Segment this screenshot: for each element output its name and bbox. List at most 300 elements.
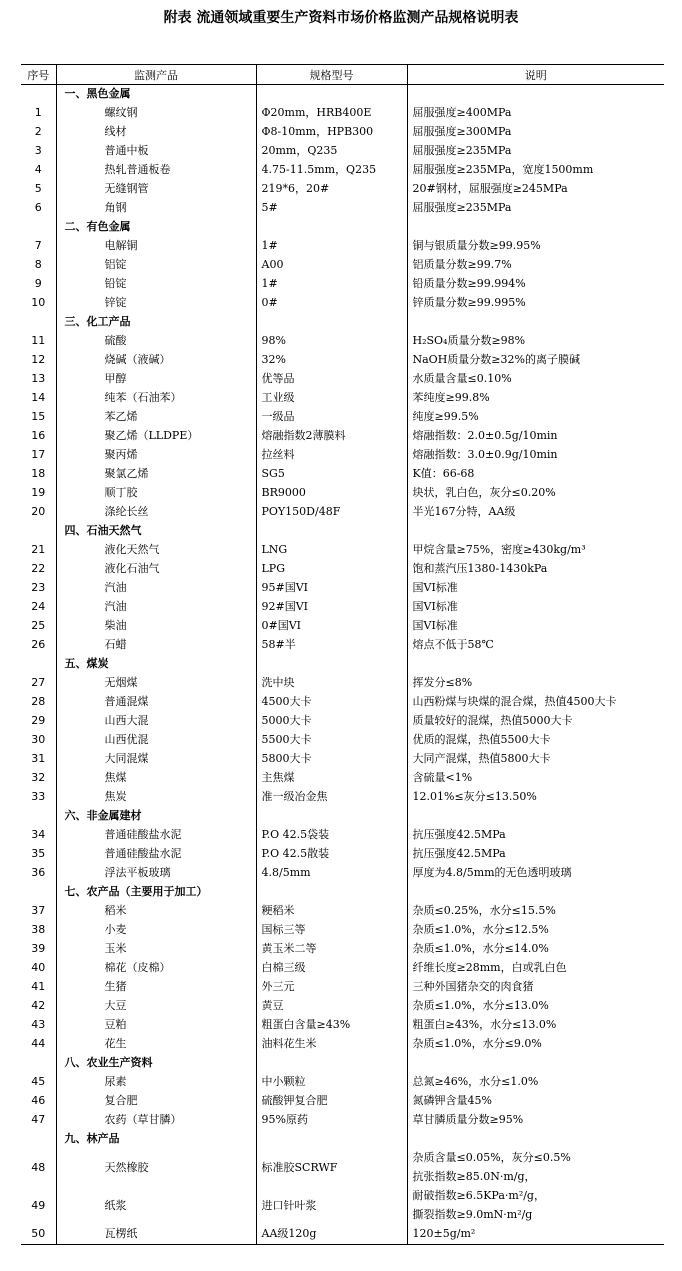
product-name: 涤纶长丝 bbox=[104, 505, 149, 518]
category-row bbox=[21, 313, 664, 332]
product-name: 苯乙烯 bbox=[104, 410, 138, 423]
product-name: 电解铜 bbox=[104, 239, 138, 252]
product-name: 普通混煤 bbox=[104, 695, 149, 708]
row-number: 41 bbox=[21, 978, 56, 997]
row-number: 43 bbox=[21, 1016, 56, 1035]
product-name: 铝锭 bbox=[104, 258, 127, 271]
row-number: 6 bbox=[21, 199, 56, 218]
table-row bbox=[21, 712, 664, 731]
spec-table bbox=[21, 64, 664, 1245]
row-number: 50 bbox=[21, 1225, 56, 1245]
table-row bbox=[21, 1092, 664, 1111]
product-spec: 拉丝料 bbox=[256, 446, 407, 465]
description-line: 挥发分≤8% bbox=[412, 676, 473, 689]
product-spec: 4.8/5mm bbox=[256, 864, 407, 883]
table-row bbox=[21, 560, 664, 579]
row-number: 22 bbox=[21, 560, 56, 579]
category-row bbox=[21, 1054, 664, 1073]
table-row bbox=[21, 503, 664, 522]
row-number: 37 bbox=[21, 902, 56, 921]
category-name: 二、有色金属 bbox=[64, 220, 131, 233]
product-description bbox=[407, 731, 664, 750]
product-name: 大豆 bbox=[104, 999, 127, 1012]
description-line: NaOH质量分数≥32%的离子膜碱 bbox=[412, 353, 580, 366]
table-row bbox=[21, 123, 664, 142]
description-line: 熔融指数：3.0±0.9g/10min bbox=[412, 448, 558, 461]
product-spec: POY150D/48F bbox=[256, 503, 407, 522]
product-name: 尿素 bbox=[104, 1075, 127, 1088]
row-number: 40 bbox=[21, 959, 56, 978]
product-name: 烧碱（液碱） bbox=[104, 353, 171, 366]
table-row bbox=[21, 617, 664, 636]
category-row bbox=[21, 655, 664, 674]
category-no-cell bbox=[21, 883, 56, 902]
category-spec-cell bbox=[256, 313, 407, 332]
product-spec: 1# bbox=[256, 237, 407, 256]
product-name: 山西优混 bbox=[104, 733, 149, 746]
product-name: 花生 bbox=[104, 1037, 127, 1050]
category-desc-cell bbox=[407, 313, 664, 332]
table-row bbox=[21, 959, 664, 978]
product-description bbox=[407, 978, 664, 997]
category-row bbox=[21, 883, 664, 902]
product-description bbox=[407, 1187, 664, 1225]
product-name: 生猪 bbox=[104, 980, 127, 993]
table-row bbox=[21, 427, 664, 446]
product-name: 大同混煤 bbox=[104, 752, 149, 765]
table-row bbox=[21, 902, 664, 921]
description-line: 苯纯度≥99.8% bbox=[412, 391, 490, 404]
product-description bbox=[407, 1092, 664, 1111]
category-name: 四、石油天然气 bbox=[64, 524, 142, 537]
product-name: 山西大混 bbox=[104, 714, 149, 727]
product-spec: 20mm，Q235 bbox=[256, 142, 407, 161]
category-row bbox=[21, 1130, 664, 1149]
row-number: 21 bbox=[21, 541, 56, 560]
category-no-cell bbox=[21, 807, 56, 826]
row-number: 4 bbox=[21, 161, 56, 180]
product-spec: 32% bbox=[256, 351, 407, 370]
category-no-cell bbox=[21, 85, 56, 105]
product-spec: 4500大卡 bbox=[256, 693, 407, 712]
row-number: 25 bbox=[21, 617, 56, 636]
category-spec-cell bbox=[256, 85, 407, 105]
product-spec: 洗中块 bbox=[256, 674, 407, 693]
product-name: 硫酸 bbox=[104, 334, 127, 347]
row-number: 14 bbox=[21, 389, 56, 408]
description-line: 120±5g/m² bbox=[412, 1227, 476, 1240]
category-spec-cell bbox=[256, 655, 407, 674]
table-row bbox=[21, 541, 664, 560]
row-number: 27 bbox=[21, 674, 56, 693]
category-name: 八、农业生产资料 bbox=[64, 1056, 153, 1069]
row-number: 39 bbox=[21, 940, 56, 959]
description-line: 半光167分特，AA级 bbox=[412, 505, 516, 518]
product-spec: 优等品 bbox=[256, 370, 407, 389]
table-row bbox=[21, 1016, 664, 1035]
description-line: 抗压强度42.5MPa bbox=[412, 828, 506, 841]
product-spec: 5500大卡 bbox=[256, 731, 407, 750]
row-number: 15 bbox=[21, 408, 56, 427]
product-name: 石蜡 bbox=[104, 638, 127, 651]
product-name: 锌锭 bbox=[104, 296, 127, 309]
product-spec: AA级120g bbox=[256, 1225, 407, 1245]
table-row bbox=[21, 408, 664, 427]
product-name: 无缝钢管 bbox=[104, 182, 149, 195]
table-row bbox=[21, 1073, 664, 1092]
product-spec: 黄豆 bbox=[256, 997, 407, 1016]
description-line: 铜与银质量分数≥99.95% bbox=[412, 239, 541, 252]
product-name: 普通硅酸盐水泥 bbox=[104, 847, 182, 860]
table-row bbox=[21, 199, 664, 218]
table-row bbox=[21, 769, 664, 788]
table-row bbox=[21, 237, 664, 256]
product-description bbox=[407, 997, 664, 1016]
category-desc-cell bbox=[407, 655, 664, 674]
description-line: 国VI标准 bbox=[412, 581, 458, 594]
product-spec: 一级品 bbox=[256, 408, 407, 427]
product-description bbox=[407, 503, 664, 522]
table-row bbox=[21, 1187, 664, 1225]
row-number: 24 bbox=[21, 598, 56, 617]
product-description bbox=[407, 389, 664, 408]
product-spec: 219*6，20# bbox=[256, 180, 407, 199]
product-description bbox=[407, 788, 664, 807]
product-spec: 主焦煤 bbox=[256, 769, 407, 788]
category-row bbox=[21, 218, 664, 237]
product-description bbox=[407, 598, 664, 617]
description-line: 粗蛋白≥43%，水分≤13.0% bbox=[412, 1018, 557, 1031]
table-row bbox=[21, 750, 664, 769]
description-line: 抗压强度42.5MPa bbox=[412, 847, 506, 860]
table-row bbox=[21, 484, 664, 503]
product-spec: 92#国VI bbox=[256, 598, 407, 617]
table-row bbox=[21, 1111, 664, 1130]
category-name: 一、黑色金属 bbox=[64, 87, 131, 100]
description-line: 杂质≤1.0%，水分≤13.0% bbox=[412, 999, 549, 1012]
product-spec: 5# bbox=[256, 199, 407, 218]
product-spec: 粗蛋白含量≥43% bbox=[256, 1016, 407, 1035]
row-number: 8 bbox=[21, 256, 56, 275]
product-name: 顺丁胶 bbox=[104, 486, 138, 499]
description-line: 杂质≤1.0%，水分≤14.0% bbox=[412, 942, 549, 955]
category-no-cell bbox=[21, 655, 56, 674]
description-line: 杂质≤1.0%，水分≤12.5% bbox=[412, 923, 549, 936]
product-spec: 5000大卡 bbox=[256, 712, 407, 731]
product-name: 聚氯乙烯 bbox=[104, 467, 149, 480]
product-description bbox=[407, 712, 664, 731]
header-spec: 规格型号 bbox=[256, 65, 407, 85]
product-spec: LPG bbox=[256, 560, 407, 579]
description-line: 20#钢材，屈服强度≥245MPa bbox=[412, 182, 568, 195]
product-description bbox=[407, 142, 664, 161]
product-description bbox=[407, 845, 664, 864]
product-description bbox=[407, 294, 664, 313]
category-no-cell bbox=[21, 1130, 56, 1149]
product-spec: 95%原药 bbox=[256, 1111, 407, 1130]
description-line: 屈服强度≥300MPa bbox=[412, 125, 512, 138]
table-row bbox=[21, 731, 664, 750]
description-line: 三种外国猪杂交的肉食猪 bbox=[412, 980, 534, 993]
table-row bbox=[21, 674, 664, 693]
table-row bbox=[21, 256, 664, 275]
product-name: 小麦 bbox=[104, 923, 127, 936]
table-row bbox=[21, 446, 664, 465]
product-description bbox=[407, 446, 664, 465]
product-spec: 国标三等 bbox=[256, 921, 407, 940]
description-line: 甲烷含量≥75%，密度≥430kg/m³ bbox=[412, 543, 586, 556]
table-row bbox=[21, 598, 664, 617]
product-spec: 58#半 bbox=[256, 636, 407, 655]
product-name: 稻米 bbox=[104, 904, 127, 917]
row-number: 49 bbox=[21, 1187, 56, 1225]
product-description bbox=[407, 370, 664, 389]
description-line: 饱和蒸汽压1380-1430kPa bbox=[412, 562, 548, 575]
description-line: K值：66-68 bbox=[412, 467, 475, 480]
description-line: 草甘膦质量分数≥95% bbox=[412, 1113, 524, 1126]
description-line: 杂质含量≤0.05%，灰分≤0.5% bbox=[412, 1151, 571, 1164]
document-title: 附表 流通领域重要生产资料市场价格监测产品规格说明表 bbox=[163, 10, 519, 26]
row-number: 31 bbox=[21, 750, 56, 769]
product-spec: 黄玉米二等 bbox=[256, 940, 407, 959]
row-number: 2 bbox=[21, 123, 56, 142]
row-number: 48 bbox=[21, 1149, 56, 1187]
product-name: 甲醇 bbox=[104, 372, 127, 385]
product-name: 普通中板 bbox=[104, 144, 149, 157]
row-number: 12 bbox=[21, 351, 56, 370]
product-name: 焦煤 bbox=[104, 771, 127, 784]
description-line: 总氮≥46%，水分≤1.0% bbox=[412, 1075, 539, 1088]
row-number: 42 bbox=[21, 997, 56, 1016]
product-description bbox=[407, 617, 664, 636]
table-row bbox=[21, 978, 664, 997]
category-desc-cell bbox=[407, 85, 664, 105]
product-description bbox=[407, 123, 664, 142]
product-spec: 标准胶SCRWF bbox=[256, 1149, 407, 1187]
row-number: 19 bbox=[21, 484, 56, 503]
row-number: 35 bbox=[21, 845, 56, 864]
product-spec: LNG bbox=[256, 541, 407, 560]
product-description bbox=[407, 256, 664, 275]
table-row bbox=[21, 826, 664, 845]
product-description bbox=[407, 484, 664, 503]
product-description bbox=[407, 750, 664, 769]
description-line: 屈服强度≥400MPa bbox=[412, 106, 512, 119]
row-number: 47 bbox=[21, 1111, 56, 1130]
description-line: 纯度≥99.5% bbox=[412, 410, 479, 423]
category-desc-cell bbox=[407, 522, 664, 541]
row-number: 36 bbox=[21, 864, 56, 883]
table-row bbox=[21, 465, 664, 484]
category-row bbox=[21, 522, 664, 541]
table-row bbox=[21, 788, 664, 807]
product-name: 液化天然气 bbox=[104, 543, 160, 556]
product-description bbox=[407, 1073, 664, 1092]
product-description bbox=[407, 693, 664, 712]
product-name: 农药（草甘膦） bbox=[104, 1113, 182, 1126]
table-header-row bbox=[21, 65, 664, 85]
product-description bbox=[407, 1225, 664, 1245]
row-number: 46 bbox=[21, 1092, 56, 1111]
category-row bbox=[21, 807, 664, 826]
table-row bbox=[21, 940, 664, 959]
product-description bbox=[407, 921, 664, 940]
product-spec: 中小颗粒 bbox=[256, 1073, 407, 1092]
category-name: 三、化工产品 bbox=[64, 315, 131, 328]
description-line: 含硫量<1% bbox=[412, 771, 473, 784]
table-row bbox=[21, 693, 664, 712]
product-name: 瓦楞纸 bbox=[56, 1225, 256, 1245]
product-spec: 熔融指数2薄膜料 bbox=[256, 427, 407, 446]
product-spec: 1# bbox=[256, 275, 407, 294]
product-spec: 白棉三级 bbox=[256, 959, 407, 978]
description-line: 国VI标准 bbox=[412, 600, 458, 613]
product-spec: BR9000 bbox=[256, 484, 407, 503]
row-number: 32 bbox=[21, 769, 56, 788]
header-no: 序号 bbox=[21, 65, 56, 85]
product-name: 无烟煤 bbox=[104, 676, 138, 689]
category-spec-cell bbox=[256, 522, 407, 541]
description-line: 熔点不低于58℃ bbox=[412, 638, 494, 651]
row-number: 29 bbox=[21, 712, 56, 731]
table-row bbox=[21, 275, 664, 294]
product-name: 角钢 bbox=[104, 201, 127, 214]
category-desc-cell bbox=[407, 1130, 664, 1149]
row-number: 38 bbox=[21, 921, 56, 940]
category-desc-cell bbox=[407, 807, 664, 826]
row-number: 13 bbox=[21, 370, 56, 389]
product-description bbox=[407, 636, 664, 655]
product-description bbox=[407, 180, 664, 199]
product-name: 柴油 bbox=[104, 619, 127, 632]
category-no-cell bbox=[21, 522, 56, 541]
product-spec: 进口针叶浆 bbox=[256, 1187, 407, 1225]
category-no-cell bbox=[21, 1054, 56, 1073]
product-spec: 5800大卡 bbox=[256, 750, 407, 769]
description-line: H₂SO₄质量分数≥98% bbox=[412, 334, 526, 347]
category-desc-cell bbox=[407, 1054, 664, 1073]
row-number: 28 bbox=[21, 693, 56, 712]
category-spec-cell bbox=[256, 218, 407, 237]
product-spec: 工业级 bbox=[256, 389, 407, 408]
row-number: 30 bbox=[21, 731, 56, 750]
category-name: 七、农产品（主要用于加工） bbox=[64, 885, 208, 898]
row-number: 11 bbox=[21, 332, 56, 351]
product-description bbox=[407, 104, 664, 123]
description-line: 杂质≤1.0%，水分≤9.0% bbox=[412, 1037, 542, 1050]
product-description bbox=[407, 351, 664, 370]
table-row bbox=[21, 351, 664, 370]
category-spec-cell bbox=[256, 1130, 407, 1149]
product-spec: 硫酸钾复合肥 bbox=[256, 1092, 407, 1111]
product-spec: Φ20mm，HRB400E bbox=[256, 104, 407, 123]
product-description bbox=[407, 332, 664, 351]
row-number: 5 bbox=[21, 180, 56, 199]
product-description bbox=[407, 465, 664, 484]
product-description bbox=[407, 579, 664, 598]
product-description bbox=[407, 1111, 664, 1130]
product-description bbox=[407, 541, 664, 560]
category-name: 六、非金属建材 bbox=[64, 809, 142, 822]
table-row bbox=[21, 104, 664, 123]
product-description bbox=[407, 161, 664, 180]
category-spec-cell bbox=[256, 807, 407, 826]
product-name: 棉花（皮棉） bbox=[104, 961, 171, 974]
header-product: 监测产品 bbox=[56, 65, 256, 85]
product-description bbox=[407, 959, 664, 978]
description-line: 质量较好的混煤，热值5000大卡 bbox=[412, 714, 573, 727]
table-row bbox=[21, 180, 664, 199]
row-number: 7 bbox=[21, 237, 56, 256]
table-row bbox=[21, 579, 664, 598]
product-description bbox=[407, 199, 664, 218]
product-spec: P.O 42.5袋装 bbox=[256, 826, 407, 845]
table-row bbox=[21, 370, 664, 389]
category-spec-cell bbox=[256, 883, 407, 902]
product-name: 纸浆 bbox=[104, 1199, 127, 1212]
product-name: 纯苯（石油苯） bbox=[104, 391, 182, 404]
row-number: 44 bbox=[21, 1035, 56, 1054]
category-spec-cell bbox=[256, 1054, 407, 1073]
product-description bbox=[407, 1149, 664, 1187]
row-number: 34 bbox=[21, 826, 56, 845]
product-description bbox=[407, 940, 664, 959]
product-description bbox=[407, 902, 664, 921]
row-number: 26 bbox=[21, 636, 56, 655]
table-body bbox=[21, 85, 664, 1245]
table-row bbox=[21, 845, 664, 864]
product-spec: 准一级冶金焦 bbox=[256, 788, 407, 807]
row-number: 23 bbox=[21, 579, 56, 598]
product-description bbox=[407, 275, 664, 294]
product-description bbox=[407, 427, 664, 446]
product-description bbox=[407, 769, 664, 788]
product-description bbox=[407, 1016, 664, 1035]
category-name: 九、林产品 bbox=[64, 1132, 120, 1145]
row-number: 33 bbox=[21, 788, 56, 807]
description-line: 屈服强度≥235MPa，宽度1500mm bbox=[412, 163, 594, 176]
description-line: 厚度为4.8/5mm的无色透明玻璃 bbox=[412, 866, 572, 879]
description-line: 氮磷钾含量45% bbox=[412, 1094, 492, 1107]
row-number: 9 bbox=[21, 275, 56, 294]
table-row bbox=[21, 1149, 664, 1187]
table-row bbox=[21, 332, 664, 351]
table-row bbox=[21, 1225, 664, 1245]
description-line: 纤维长度≥28mm，白或乳白色 bbox=[412, 961, 567, 974]
product-name: 聚乙烯（LLDPE） bbox=[104, 429, 199, 442]
product-spec: 0# bbox=[256, 294, 407, 313]
description-line: 屈服强度≥235MPa bbox=[412, 144, 512, 157]
table-row bbox=[21, 921, 664, 940]
category-no-cell bbox=[21, 218, 56, 237]
description-line: 国VI标准 bbox=[412, 619, 458, 632]
product-spec: Φ8-10mm，HPB300 bbox=[256, 123, 407, 142]
product-spec: 0#国VI bbox=[256, 617, 407, 636]
description-line: 水质量含量≤0.10% bbox=[412, 372, 512, 385]
description-line: 熔融指数：2.0±0.5g/10min bbox=[412, 429, 558, 442]
row-number: 3 bbox=[21, 142, 56, 161]
description-line: 优质的混煤，热值5500大卡 bbox=[412, 733, 551, 746]
row-number: 10 bbox=[21, 294, 56, 313]
category-desc-cell bbox=[407, 218, 664, 237]
product-name: 汽油 bbox=[104, 581, 127, 594]
table-row bbox=[21, 997, 664, 1016]
product-description bbox=[407, 1035, 664, 1054]
product-name: 聚丙烯 bbox=[104, 448, 138, 461]
row-number: 17 bbox=[21, 446, 56, 465]
description-line: 杂质≤0.25%，水分≤15.5% bbox=[412, 904, 556, 917]
row-number: 18 bbox=[21, 465, 56, 484]
